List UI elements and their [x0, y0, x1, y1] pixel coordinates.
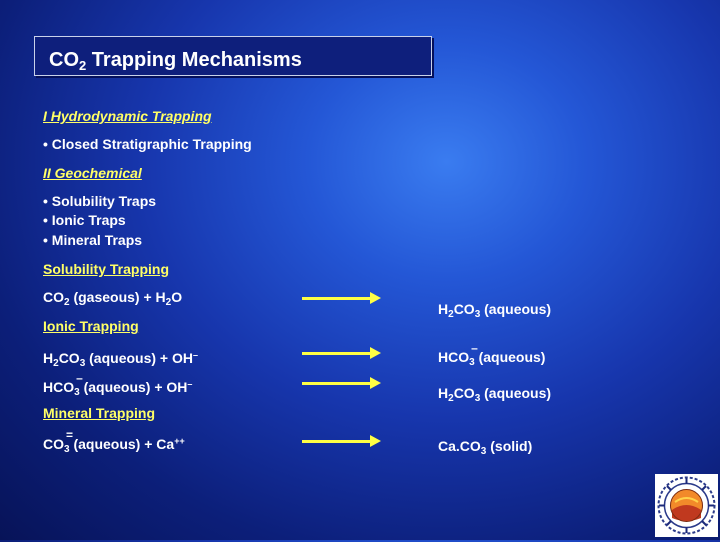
reaction-1-arrow: [302, 297, 372, 300]
geochemical-item-mineral: • Mineral Traps: [43, 232, 143, 248]
reaction-4-right: $Ca.CO_3$ (solid): [438, 438, 533, 457]
reaction-3-arrow: [302, 382, 372, 385]
reaction-2-right: $HCO_3$ – (aqueous): [438, 341, 546, 368]
ionic-heading: Ionic Trapping: [43, 318, 139, 334]
reaction-2-arrow: [302, 352, 372, 355]
solubility-heading: Solubility Trapping: [43, 261, 169, 277]
geochemical-item-ionic: • Ionic Traps: [43, 212, 126, 228]
title-box: [34, 36, 432, 76]
reaction-2-left: $H_2CO_3$ (aqueous) + OH–: [43, 350, 198, 369]
reaction-3-right: $H_2CO_3$ (aqueous): [438, 385, 552, 404]
geochemical-item-solubility: • Solubility Traps: [43, 193, 157, 209]
reaction-1-right: $H_2CO_3$ (aqueous): [438, 301, 552, 320]
reaction-4-arrow: [302, 440, 372, 443]
hydrodynamic-heading: I Hydrodynamic Trapping: [43, 108, 212, 124]
slide-title: $CO_2$ Trapping Mechanisms: [49, 49, 302, 73]
mineral-heading: Mineral Trapping: [43, 405, 156, 421]
geochemical-heading: II Geochemical: [43, 165, 142, 181]
institute-logo-icon: [655, 474, 718, 537]
reaction-4-left: $CO_3$ = (aqueous) + Ca++: [43, 428, 185, 455]
reaction-3-left: $HCO_3$ – (aqueous) + OH–: [43, 371, 193, 398]
reaction-1-left: $CO_2$ (gaseous) + $H_2O$: [43, 289, 183, 308]
hydrodynamic-item: • Closed Stratigraphic Trapping: [43, 136, 252, 152]
